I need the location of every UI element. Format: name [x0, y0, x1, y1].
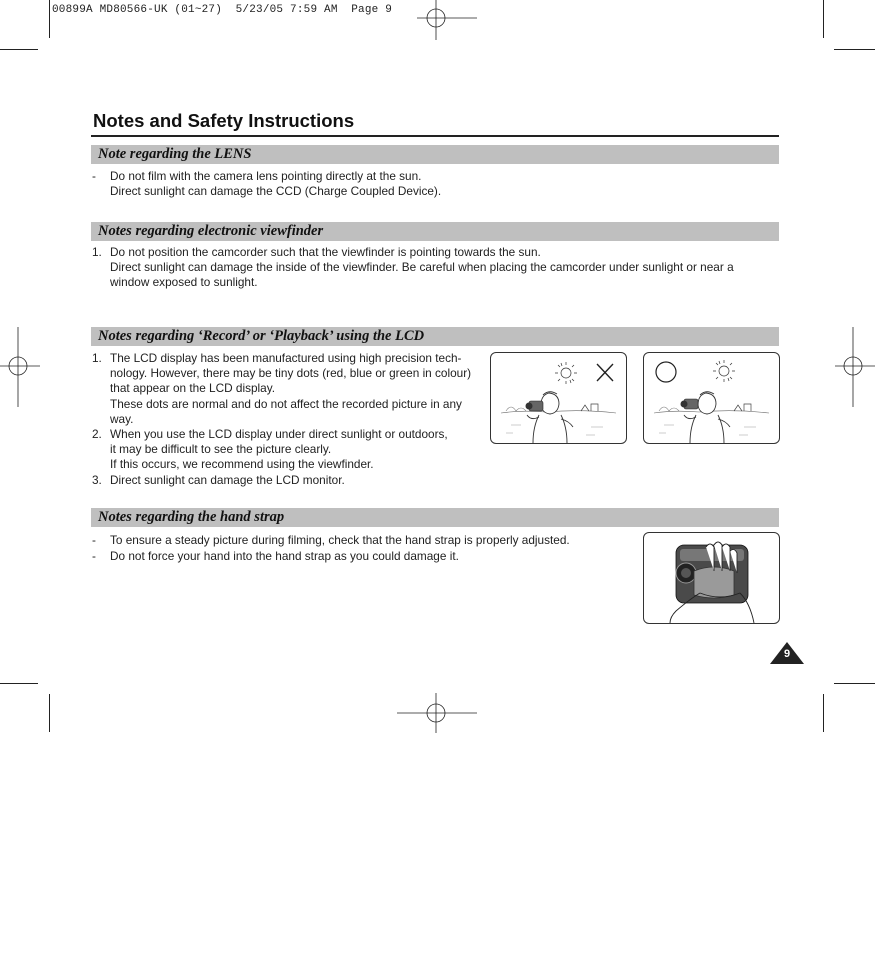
- list-marker: 3.: [92, 472, 102, 487]
- sun-icon: [555, 362, 577, 384]
- registration-mark-icon: [835, 327, 875, 407]
- crop-mark: [823, 694, 824, 732]
- text-line: To ensure a steady picture during filming, check that the hand strap is properly adjusted.: [110, 533, 570, 547]
- list-item: [92, 533, 632, 548]
- section-body-hand-strap: [92, 533, 632, 564]
- text-line: Direct sunlight can damage the inside of the viewfinder. Be careful when placing the camcorder under sunlight or near a: [110, 260, 734, 275]
- crop-mark: [49, 694, 50, 732]
- text-line: that appear on the LCD display.: [110, 381, 276, 396]
- illustration-lcd-correct: [643, 352, 780, 444]
- text-line: Do not position the camcorder such that the viewfinder is pointing towards the sun.: [110, 245, 541, 259]
- list-item: [92, 169, 772, 199]
- section-body-viewfinder: [92, 245, 782, 291]
- cross-mark-icon: [597, 364, 613, 381]
- list-item: [92, 549, 632, 564]
- list-item: [92, 351, 487, 427]
- crop-mark: [0, 49, 38, 50]
- camcorder-user-illustration: [644, 353, 779, 443]
- text-line: it may be difficult to see the picture clearly.: [110, 442, 332, 457]
- section-heading-hand-strap: Notes regarding the hand strap: [98, 509, 285, 525]
- crop-mark: [49, 0, 50, 38]
- section-heading-lcd: Notes regarding ‘Record’ or ‘Playback’ using the LCD: [98, 328, 425, 344]
- text-line: nology. However, there may be tiny dots (red, blue or green in colour): [110, 366, 472, 381]
- registration-mark-icon: [417, 0, 477, 40]
- page-title: Notes and Safety Instructions: [93, 110, 355, 131]
- text-line: way.: [110, 411, 134, 426]
- registration-mark-icon: [397, 693, 477, 733]
- section-heading-viewfinder: Notes regarding electronic viewfinder: [98, 223, 324, 239]
- text-line: Do not film with the camera lens pointing directly at the sun.: [110, 169, 422, 183]
- title-rule: [91, 135, 779, 137]
- page-number: 9: [783, 648, 791, 660]
- section-bar-hand-strap: [91, 508, 779, 527]
- list-marker: 1.: [92, 351, 102, 365]
- text-line: Direct sunlight can damage the CCD (Charge Coupled Device).: [110, 184, 442, 199]
- printer-slug-line: 00899A MD80566-UK (01~27) 5/23/05 7:59 AM Page 9: [52, 4, 393, 16]
- crop-mark: [834, 683, 875, 684]
- list-marker: 2.: [92, 427, 102, 442]
- section-bar-viewfinder: [91, 222, 779, 241]
- section-bar-lcd: [91, 327, 779, 346]
- text-line: Direct sunlight can damage the LCD monitor.: [110, 472, 345, 487]
- text-line: window exposed to sunlight.: [110, 275, 258, 290]
- list-marker: 1.: [92, 245, 102, 259]
- section-bar-lens: [91, 145, 779, 164]
- section-body-lcd: [92, 351, 487, 488]
- crop-mark: [834, 49, 875, 50]
- crop-mark: [0, 683, 38, 684]
- hand-strap-illustration: [644, 533, 779, 623]
- sun-icon: [713, 360, 735, 382]
- circle-mark-icon: [656, 362, 676, 382]
- text-line: If this occurs, we recommend using the viewfinder.: [110, 457, 374, 472]
- list-marker: -: [92, 549, 96, 564]
- crop-mark: [823, 0, 824, 38]
- list-marker: -: [92, 533, 96, 547]
- camcorder-user-illustration: [491, 353, 626, 443]
- section-body-lens: [92, 169, 772, 199]
- registration-mark-icon: [0, 327, 40, 407]
- illustration-lcd-wrong: [490, 352, 627, 444]
- illustration-hand-strap: [643, 532, 780, 624]
- text-line: The LCD display has been manufactured using high precision tech-: [110, 351, 462, 365]
- list-item: [92, 427, 487, 473]
- text-line: Do not force your hand into the hand strap as you could damage it.: [110, 549, 459, 564]
- section-heading-lens: Note regarding the LENS: [98, 146, 252, 162]
- list-marker: -: [92, 169, 96, 183]
- text-line: When you use the LCD display under direct sunlight or outdoors,: [110, 427, 448, 442]
- list-item: [92, 245, 782, 291]
- list-item: [92, 473, 487, 488]
- text-line: These dots are normal and do not affect the recorded picture in any: [110, 396, 462, 411]
